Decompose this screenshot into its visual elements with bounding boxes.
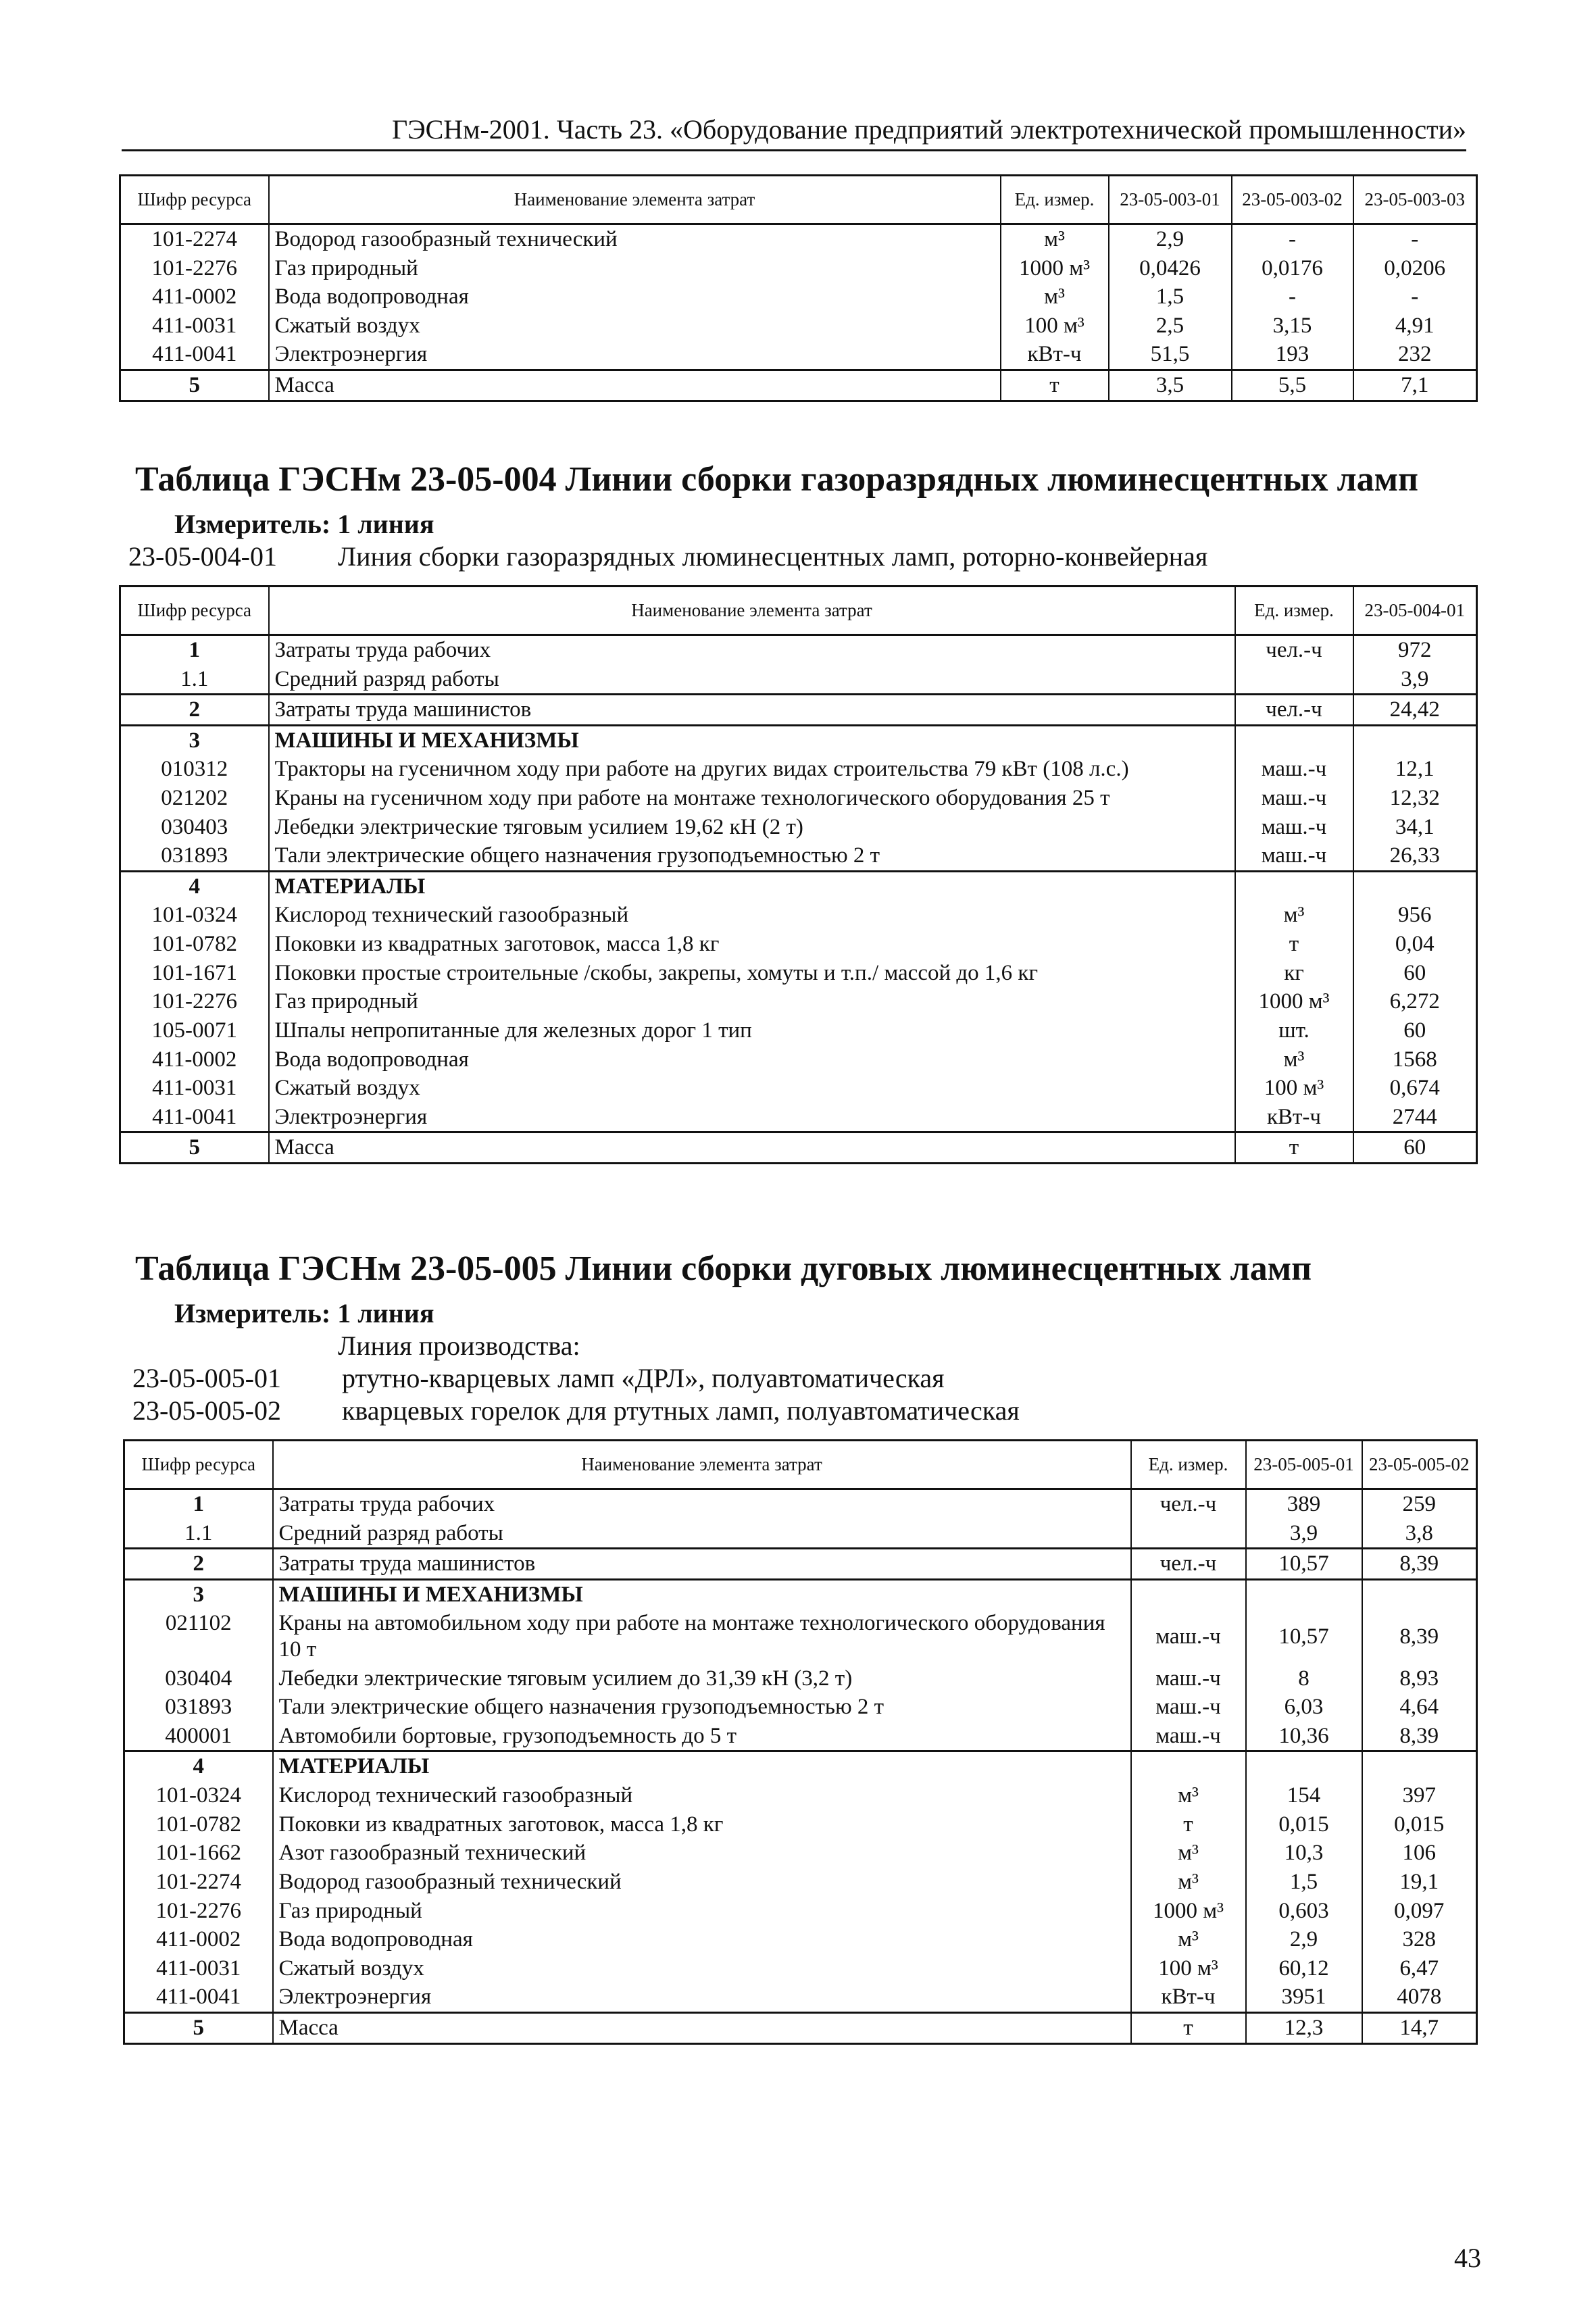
table-row [124,1609,1477,1664]
cell-code: 010312 [120,755,269,784]
cell-value: 8,39 [1362,1609,1477,1664]
cell-name: Масса [269,1132,1235,1164]
table-row [120,340,1477,370]
cell-name: Вода водопроводная [273,1925,1131,1954]
cell-code: 5 [120,370,269,401]
header-name: Наименование элемента затрат [273,1441,1131,1489]
table-row [124,1781,1477,1810]
table-row [120,1132,1477,1164]
cell-value: 24,42 [1353,695,1477,726]
cell-name: МАШИНЫ И МЕХАНИЗМЫ [273,1579,1131,1609]
cell-unit [1235,725,1353,755]
cell-code: 101-1671 [120,959,269,988]
cell-code: 101-0782 [124,1810,273,1839]
table-23-05-004 [119,585,1478,1164]
cell-value: 259 [1362,1489,1477,1519]
cell-value: 0,603 [1246,1897,1362,1926]
cell-unit [1235,871,1353,901]
cell-value: 2,9 [1109,224,1232,254]
cell-value: 5,5 [1232,370,1353,401]
table-row [120,312,1477,341]
cell-name: Средний разряд работы [269,665,1235,695]
cell-unit: маш.-ч [1131,1722,1246,1751]
table-row [120,813,1477,842]
cell-unit: кВт-ч [1131,1983,1246,2012]
table-row [120,1074,1477,1103]
cell-code: 101-1662 [124,1839,273,1868]
table-title: Таблица ГЭСНм 23-05-005 Линии сборки дуговых люминесцентных ламп [135,1249,1312,1288]
cell-name: МАТЕРИАЛЫ [269,871,1235,901]
cell-unit: маш.-ч [1131,1609,1246,1664]
cell-code: 5 [120,1132,269,1164]
cell-unit: кг [1235,959,1353,988]
cell-value: 0,0206 [1353,254,1477,283]
cell-name: Сжатый воздух [269,312,1001,341]
cell-value: 8,39 [1362,1722,1477,1751]
cell-code: 101-2274 [124,1868,273,1897]
cell-unit: т [1131,1810,1246,1839]
header-col: 23-05-004-01 [1353,587,1477,635]
cell-name: Тали электрические общего назначения грузоподъемностью 2 т [273,1693,1131,1722]
table-row [120,841,1477,871]
cell-value: 12,32 [1353,784,1477,813]
table-row [124,1519,1477,1549]
cell-name: Лебедки электрические тяговым усилием 19,62 кН (2 т) [269,813,1235,842]
cell-value [1246,1579,1362,1609]
cell-value: 34,1 [1353,813,1477,842]
cell-name: Затраты труда рабочих [273,1489,1131,1519]
table-row [120,930,1477,959]
cell-code: 411-0041 [120,340,269,370]
table-row [120,1016,1477,1045]
table-row [120,784,1477,813]
cell-unit: м³ [1001,282,1109,312]
cell-value: 4,91 [1353,312,1477,341]
cell-name: Электроэнергия [269,1103,1235,1132]
table-row [124,1925,1477,1954]
cell-unit: м³ [1131,1839,1246,1868]
cell-value: 956 [1353,901,1477,930]
cell-unit [1235,665,1353,695]
cell-code: 411-0002 [120,282,269,312]
table-23-05-005 [123,1439,1478,2045]
table-row [124,1693,1477,1722]
cell-code: 400001 [124,1722,273,1751]
cell-unit: 1000 м³ [1001,254,1109,283]
cell-unit [1131,1519,1246,1549]
cell-code: 411-0002 [124,1925,273,1954]
cell-code: 3 [124,1579,273,1609]
cell-unit: чел.-ч [1235,635,1353,665]
cell-value [1353,725,1477,755]
table-row [120,725,1477,755]
cell-value [1362,1751,1477,1781]
cell-unit [1131,1579,1246,1609]
cell-code: 030404 [124,1664,273,1693]
table-row [124,1810,1477,1839]
variant-row [128,541,1207,572]
table-row [124,1868,1477,1897]
table-row [120,635,1477,665]
table-row [120,282,1477,312]
cell-name: Лебедки электрические тяговым усилием до 31,39 кН (3,2 т) [273,1664,1131,1693]
variant-text: кварцевых горелок для ртутных ламп, полуавтоматическая [342,1395,1020,1426]
table-row [120,901,1477,930]
cell-code: 105-0071 [120,1016,269,1045]
header-col: 23-05-005-01 [1246,1441,1362,1489]
cell-unit: маш.-ч [1235,841,1353,871]
cell-unit: чел.-ч [1131,1549,1246,1580]
cell-value: 10,57 [1246,1609,1362,1664]
header-unit: Ед. измер. [1131,1441,1246,1489]
header-unit: Ед. измер. [1001,176,1109,224]
cell-value: 26,33 [1353,841,1477,871]
header-code: Шифр ресурса [120,587,269,635]
cell-value: 0,0176 [1232,254,1353,283]
table-row [120,1103,1477,1132]
cell-value: 3,5 [1109,370,1232,401]
cell-value: 7,1 [1353,370,1477,401]
cell-value: 3,9 [1353,665,1477,695]
cell-code: 101-2274 [120,224,269,254]
table-row [120,959,1477,988]
cell-value: 0,0426 [1109,254,1232,283]
table-row [124,1664,1477,1693]
cell-code: 411-0031 [120,1074,269,1103]
variant-row [132,1362,945,1394]
cell-code: 2 [120,695,269,726]
cell-code: 101-0324 [120,901,269,930]
cell-unit: м³ [1131,1868,1246,1897]
cell-code: 101-2276 [120,254,269,283]
cell-code: 1.1 [120,665,269,695]
production-line-label: Линия производства: [338,1330,580,1361]
cell-value [1362,1579,1477,1609]
table-row [120,665,1477,695]
cell-unit: чел.-ч [1131,1489,1246,1519]
cell-value: 389 [1246,1489,1362,1519]
cell-value: 2744 [1353,1103,1477,1132]
table-row [124,1897,1477,1926]
cell-code: 1.1 [124,1519,273,1549]
table-row [124,1751,1477,1781]
cell-code: 411-0031 [124,1954,273,1983]
cell-unit: м³ [1131,1781,1246,1810]
cell-value: 60,12 [1246,1954,1362,1983]
cell-value: 6,03 [1246,1693,1362,1722]
cell-code: 101-0782 [120,930,269,959]
cell-value: 232 [1353,340,1477,370]
table-row [124,1839,1477,1868]
cell-unit: т [1235,930,1353,959]
cell-value: 19,1 [1362,1868,1477,1897]
cell-unit: м³ [1131,1925,1246,1954]
cell-code: 101-2276 [124,1897,273,1926]
cell-name: Поковки из квадратных заготовок, масса 1,8 кг [269,930,1235,959]
cell-unit: м³ [1235,1045,1353,1074]
cell-unit: т [1235,1132,1353,1164]
variant-text: ртутно-кварцевых ламп «ДРЛ», полуавтоматическая [342,1363,945,1393]
cell-value: 12,1 [1353,755,1477,784]
cell-value: 10,57 [1246,1549,1362,1580]
cell-unit: чел.-ч [1235,695,1353,726]
cell-value: 4,64 [1362,1693,1477,1722]
cell-unit: маш.-ч [1235,784,1353,813]
cell-value: 10,3 [1246,1839,1362,1868]
cell-value: 106 [1362,1839,1477,1868]
cell-unit: маш.-ч [1235,813,1353,842]
table-row [124,2012,1477,2043]
table-row [120,987,1477,1016]
cell-value: 3951 [1246,1983,1362,2012]
header-name: Наименование элемента затрат [269,176,1001,224]
cell-unit: маш.-ч [1131,1693,1246,1722]
cell-unit: 1000 м³ [1131,1897,1246,1926]
cell-value: - [1353,282,1477,312]
cell-name: Масса [273,2012,1131,2043]
cell-name: Масса [269,370,1001,401]
cell-value: 0,015 [1362,1810,1477,1839]
header-name: Наименование элемента затрат [269,587,1235,635]
cell-value: 10,36 [1246,1722,1362,1751]
cell-code: 411-0002 [120,1045,269,1074]
cell-value: 8,93 [1362,1664,1477,1693]
cell-name: Тали электрические общего назначения грузоподъемностью 2 т [269,841,1235,871]
cell-value: 0,674 [1353,1074,1477,1103]
cell-value: 8,39 [1362,1549,1477,1580]
cell-unit: т [1001,370,1109,401]
header-col: 23-05-003-03 [1353,176,1477,224]
table-row [120,695,1477,726]
cell-unit: маш.-ч [1235,755,1353,784]
cell-name: Автомобили бортовые, грузоподъемность до 5 т [273,1722,1131,1751]
cell-name: Средний разряд работы [273,1519,1131,1549]
cell-name: Сжатый воздух [269,1074,1235,1103]
cell-code: 1 [120,635,269,665]
cell-value: 154 [1246,1781,1362,1810]
header-code: Шифр ресурса [124,1441,273,1489]
cell-code: 411-0041 [120,1103,269,1132]
cell-name: Тракторы на гусеничном ходу при работе на других видах строительства 79 кВт (108 л.с.) [269,755,1235,784]
cell-code: 5 [124,2012,273,2043]
cell-value: 51,5 [1109,340,1232,370]
meter-label: Измеритель: 1 линия [174,1298,434,1328]
cell-name: Газ природный [269,987,1235,1016]
cell-unit [1131,1751,1246,1781]
table-row [124,1722,1477,1751]
table-title: Таблица ГЭСНм 23-05-004 Линии сборки газоразрядных люминесцентных ламп [135,460,1419,499]
page-number: 43 [1454,2243,1481,2273]
cell-unit: шт. [1235,1016,1353,1045]
cell-code: 4 [124,1751,273,1781]
cell-value [1246,1751,1362,1781]
cell-code: 2 [124,1549,273,1580]
cell-code: 031893 [124,1693,273,1722]
table-row [124,1579,1477,1609]
table-row [120,254,1477,283]
cell-name: Краны на гусеничном ходу при работе на монтаже технологического оборудования 25 т [269,784,1235,813]
variant-code: 23-05-005-02 [132,1395,281,1426]
cell-value: 1568 [1353,1045,1477,1074]
cell-value: 193 [1232,340,1353,370]
cell-value: 0,04 [1353,930,1477,959]
cell-name: Вода водопроводная [269,282,1001,312]
cell-unit: маш.-ч [1131,1664,1246,1693]
table-row [124,1489,1477,1519]
cell-value: 60 [1353,959,1477,988]
cell-value: 60 [1353,1016,1477,1045]
cell-value: 12,3 [1246,2012,1362,2043]
cell-name: Водород газообразный технический [273,1868,1131,1897]
table-row [124,1954,1477,1983]
cell-value: 60 [1353,1132,1477,1164]
cell-name: Газ природный [269,254,1001,283]
cell-unit: 100 м³ [1235,1074,1353,1103]
table-row [120,224,1477,254]
cell-name: Сжатый воздух [273,1954,1131,1983]
cell-name: Азот газообразный технический [273,1839,1131,1868]
cell-value: 8 [1246,1664,1362,1693]
cell-value: 2,5 [1109,312,1232,341]
cell-unit: 1000 м³ [1235,987,1353,1016]
cell-value: 4078 [1362,1983,1477,2012]
cell-name: МАШИНЫ И МЕХАНИЗМЫ [269,725,1235,755]
cell-code: 4 [120,871,269,901]
running-header: ГЭСНм-2001. Часть 23. «Оборудование предприятий электротехнической промышленности» [122,114,1466,151]
header-unit: Ед. измер. [1235,587,1353,635]
cell-value: 3,8 [1362,1519,1477,1549]
cell-value: - [1353,224,1477,254]
cell-unit: кВт-ч [1001,340,1109,370]
header-col: 23-05-005-02 [1362,1441,1477,1489]
cell-value: 3,9 [1246,1519,1362,1549]
cell-name: Водород газообразный технический [269,224,1001,254]
cell-value: 972 [1353,635,1477,665]
cell-code: 101-2276 [120,987,269,1016]
cell-name: Поковки простые строительные /скобы, закрепы, хомуты и т.п./ массой до 1,6 кг [269,959,1235,988]
table-row [120,370,1477,401]
cell-value: 1,5 [1109,282,1232,312]
cell-value [1353,871,1477,901]
cell-value: 6,272 [1353,987,1477,1016]
cell-name: Затраты труда машинистов [273,1549,1131,1580]
table-row [124,1549,1477,1580]
cell-code: 1 [124,1489,273,1519]
cell-value: 397 [1362,1781,1477,1810]
cell-unit: м³ [1001,224,1109,254]
cell-code: 411-0031 [120,312,269,341]
cell-name: Вода водопроводная [269,1045,1235,1074]
cell-value: 1,5 [1246,1868,1362,1897]
cell-unit: 100 м³ [1131,1954,1246,1983]
cell-code: 021102 [124,1609,273,1664]
cell-unit: 100 м³ [1001,312,1109,341]
cell-value: 328 [1362,1925,1477,1954]
cell-name: Шпалы непропитанные для железных дорог 1 тип [269,1016,1235,1045]
table-23-05-003 [119,174,1478,402]
table-row [120,1045,1477,1074]
cell-name: Электроэнергия [269,340,1001,370]
cell-value: 2,9 [1246,1925,1362,1954]
table-row [120,871,1477,901]
cell-value: 6,47 [1362,1954,1477,1983]
cell-value: - [1232,224,1353,254]
cell-name: Затраты труда рабочих [269,635,1235,665]
variant-row [132,1395,1020,1426]
header-code: Шифр ресурса [120,176,269,224]
cell-value: 0,015 [1246,1810,1362,1839]
header-col: 23-05-003-01 [1109,176,1232,224]
cell-value: 0,097 [1362,1897,1477,1926]
cell-name: МАТЕРИАЛЫ [273,1751,1131,1781]
cell-code: 021202 [120,784,269,813]
table-row [120,755,1477,784]
cell-unit: кВт-ч [1235,1103,1353,1132]
cell-code: 030403 [120,813,269,842]
variant-text: Линия сборки газоразрядных люминесцентных ламп, роторно-конвейерная [338,541,1208,572]
cell-name: Затраты труда машинистов [269,695,1235,726]
header-col: 23-05-003-02 [1232,176,1353,224]
cell-value: 3,15 [1232,312,1353,341]
cell-name: Кислород технический газообразный [273,1781,1131,1810]
meter-label: Измеритель: 1 линия [174,509,434,539]
variant-code: 23-05-005-01 [132,1363,281,1393]
variant-code: 23-05-004-01 [128,541,277,572]
cell-value: - [1232,282,1353,312]
cell-code: 101-0324 [124,1781,273,1810]
cell-code: 3 [120,725,269,755]
cell-name: Газ природный [273,1897,1131,1926]
cell-unit: м³ [1235,901,1353,930]
cell-name: Кислород технический газообразный [269,901,1235,930]
cell-code: 031893 [120,841,269,871]
cell-code: 411-0041 [124,1983,273,2012]
table-row [124,1983,1477,2012]
cell-name: Электроэнергия [273,1983,1131,2012]
cell-name: Поковки из квадратных заготовок, масса 1,8 кг [273,1810,1131,1839]
cell-value: 14,7 [1362,2012,1477,2043]
cell-name: Краны на автомобильном ходу при работе на монтаже технологического оборудования 10 т [273,1609,1131,1664]
cell-unit: т [1131,2012,1246,2043]
